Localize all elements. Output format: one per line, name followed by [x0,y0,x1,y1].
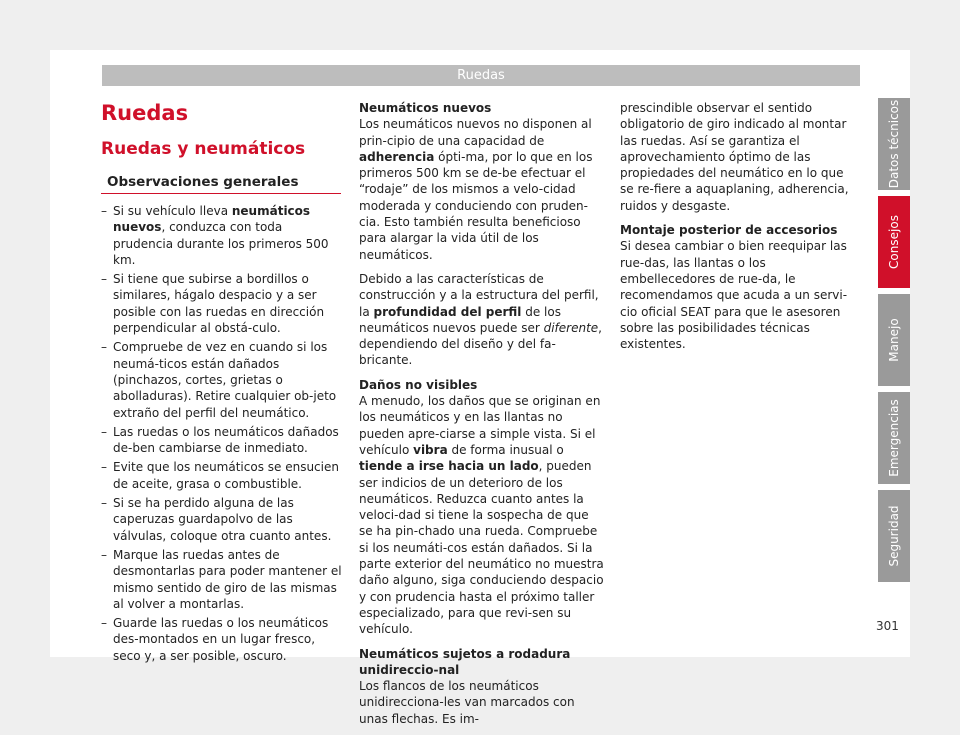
column-1 [101,203,346,667]
dash-bullet: – [101,460,107,475]
subsection-title: Observaciones generales [107,174,299,190]
list-item: – Las ruedas o los neumáticos dañados de-ben cambiarse de inmediato. [101,424,339,456]
column-2 [359,100,604,735]
section-header-bar: Ruedas [102,65,860,86]
list-item: – Si tiene que subirse a bordillos o similares, hágalo despacio y a ser posible con las ruedas en dirección perpendicular al obstá-culo. [101,272,325,336]
subsection-rule [101,193,341,194]
tab-emergencias[interactable]: Emergencias [878,392,910,484]
column-3 [620,100,860,360]
new-tyres-heading: Neumáticos nuevos [359,101,492,115]
tab-consejos[interactable]: Consejos [878,196,910,288]
dash-bullet: – [101,616,107,631]
dash-bullet: – [101,496,107,511]
tab-seguridad[interactable]: Seguridad [878,490,910,582]
dash-bullet: – [101,547,107,562]
page-number: 301 [876,619,899,633]
dash-bullet: – [101,340,107,355]
chapter-title: Ruedas [101,101,189,125]
dash-bullet: – [101,272,107,287]
new-tyres-block: Neumáticos nuevos Los neumáticos nuevos no disponen al prin-cipio de una capacidad de adherencia ópti-ma, por lo que en los primeros 500 km se de-be efectuar el “rodaje” de los mismos a velo-cidad moderada y conduciendo con pruden-cia. Esto también resulta beneficioso para alargar la vida útil de los neumáticos. [359,100,604,263]
paragraph: prescindible observar el sentido obligatorio de giro indicado al montar las ruedas. Así se garantiza el aprovechamiento óptimo de las propiedades del neumático en lo que se re-fiere a aquaplaning, adherencia, ruidos y desgaste. [620,101,849,213]
paragraph: Debido a las características de construcción y a la estructura del perfil, la profundidad del perfil de los neumáticos nuevos puede ser diferente, dependiendo del diseño y del fa-bricante. [359,271,602,368]
section-title: Ruedas y neumáticos [101,139,306,159]
list-item: – Marque las ruedas antes de desmontarlas para poder mantener el mismo sentido de giro de las mismas al volver a montarlas. [101,547,342,611]
unidirectional-heading: Neumáticos sujetos a rodadura unidireccio-nal [359,646,571,677]
list-item: – Si su vehículo lleva neumáticos nuevos, conduzca con toda prudencia durante los primeros 500 km. [101,204,329,267]
list-item: – Evite que los neumáticos se ensucien de aceite, grasa o combustible. [101,460,339,491]
dash-bullet: – [101,204,107,218]
dash-bullet: – [101,424,107,439]
list-item: – Si se ha perdido alguna de las caperuzas guardapolvo de las válvulas, coloque otra cuanto antes. [101,496,332,543]
hidden-damage-heading: Daños no visibles [359,377,478,392]
tab-manejo[interactable]: Manejo [878,294,910,386]
tab-datos-tecnicos[interactable]: Datos técnicos [878,98,910,190]
hidden-damage-block: Daños no visibles A menudo, los daños que se originan en los neumáticos y en las llantas no pueden apre-ciarse a simple vista. Si el vehículo vibra de forma inusual o tiende a irse hacia un lado, pueden ser indicios de un deterioro de los neumáticos. Reduzca cuanto antes la veloci-dad si tiene la sospecha de que se ha pin-chado una rueda. Compruebe si los neumáti-cos están dañados. Si la parte exterior del neumático no muestra daño alguno, siga conduciendo despacio y con prudencia hasta el próximo taller especializado, para que revi-sen su vehículo. [359,377,604,637]
accessories-heading: Montaje posterior de accesorios [620,223,838,238]
general-notes-list [101,203,346,664]
unidirectional-block: Neumáticos sujetos a rodadura unidireccio-nal Los flancos de los neumáticos unidirecciona-les van marcados con unas flechas. Es im- [359,646,604,727]
list-item: – Compruebe de vez en cuando si los neumá-ticos están dañados (pinchazos, cortes, grietas o abolladuras). Retire cualquier ob-jeto extraño del perfil del neumático. [101,340,337,420]
list-item: – Guarde las ruedas o los neumáticos des-montados en un lugar fresco, seco y, a ser posible, oscuro. [101,616,329,663]
accessories-block: Montaje posterior de accesorios Si desea cambiar o bien reequipar las rue-das, las llantas o los embellecedores de rue-da, le recomendamos que acuda a un servi-cio oficial SEAT para que le asesoren sobre las posibilidades técnicas existentes. [620,222,860,352]
